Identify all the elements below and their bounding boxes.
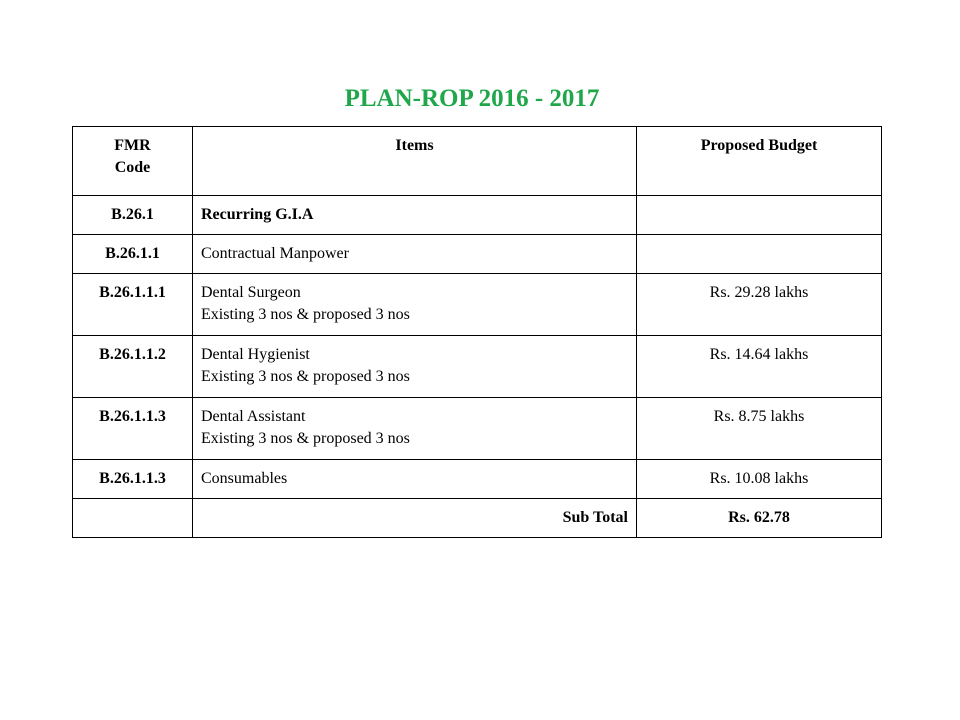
item-detail: Existing 3 nos & proposed 3 nos: [201, 430, 410, 447]
item-cell: [193, 336, 637, 398]
item-name: Dental Assistant: [201, 408, 306, 425]
item-cell: [193, 235, 637, 274]
header-proposed-budget: Proposed Budget: [637, 127, 882, 196]
item-cell: [193, 196, 637, 235]
item-name: Consumables: [201, 470, 288, 487]
fmr-code-cell: B.26.1.1.2: [73, 336, 193, 398]
item-name: Contractual Manpower: [201, 245, 349, 262]
table-row: [73, 196, 882, 235]
table-row: [73, 274, 882, 336]
subtotal-label: Sub Total: [193, 499, 637, 538]
budget-table: [72, 126, 882, 538]
page-title: PLAN-ROP 2016 - 2017: [344, 85, 600, 112]
table-row: [73, 235, 882, 274]
item-name: Dental Surgeon: [201, 284, 301, 301]
item-cell: [193, 274, 637, 336]
fmr-code-cell: B.26.1.1: [73, 235, 193, 274]
header-items: Items: [193, 127, 637, 196]
fmr-code-cell: B.26.1.1.3: [73, 460, 193, 499]
item-cell: [193, 398, 637, 460]
subtotal-row: [73, 499, 882, 538]
table-row: [73, 336, 882, 398]
budget-cell: [637, 196, 882, 235]
fmr-code-cell: B.26.1.1.1: [73, 274, 193, 336]
header-code-line2: Code: [114, 159, 151, 176]
item-detail: Existing 3 nos & proposed 3 nos: [201, 306, 410, 323]
subtotal-value: Rs. 62.78: [637, 499, 882, 538]
fmr-code-cell: B.26.1: [73, 196, 193, 235]
subtotal-empty-cell: [73, 499, 193, 538]
table-row: [73, 398, 882, 460]
header-code-line1: FMR: [114, 137, 151, 154]
fmr-code-cell: B.26.1.1.3: [73, 398, 193, 460]
item-name: Dental Hygienist: [201, 346, 310, 363]
budget-cell: Rs. 29.28 lakhs: [637, 274, 882, 336]
budget-cell: Rs. 8.75 lakhs: [637, 398, 882, 460]
item-cell: [193, 460, 637, 499]
item-detail: Existing 3 nos & proposed 3 nos: [201, 368, 410, 385]
item-name: Recurring G.I.A: [201, 206, 314, 223]
budget-cell: [637, 235, 882, 274]
table-header-row: [73, 127, 882, 196]
table-row: [73, 460, 882, 499]
budget-cell: Rs. 14.64 lakhs: [637, 336, 882, 398]
budget-cell: Rs. 10.08 lakhs: [637, 460, 882, 499]
header-fmr-code: [73, 127, 193, 196]
